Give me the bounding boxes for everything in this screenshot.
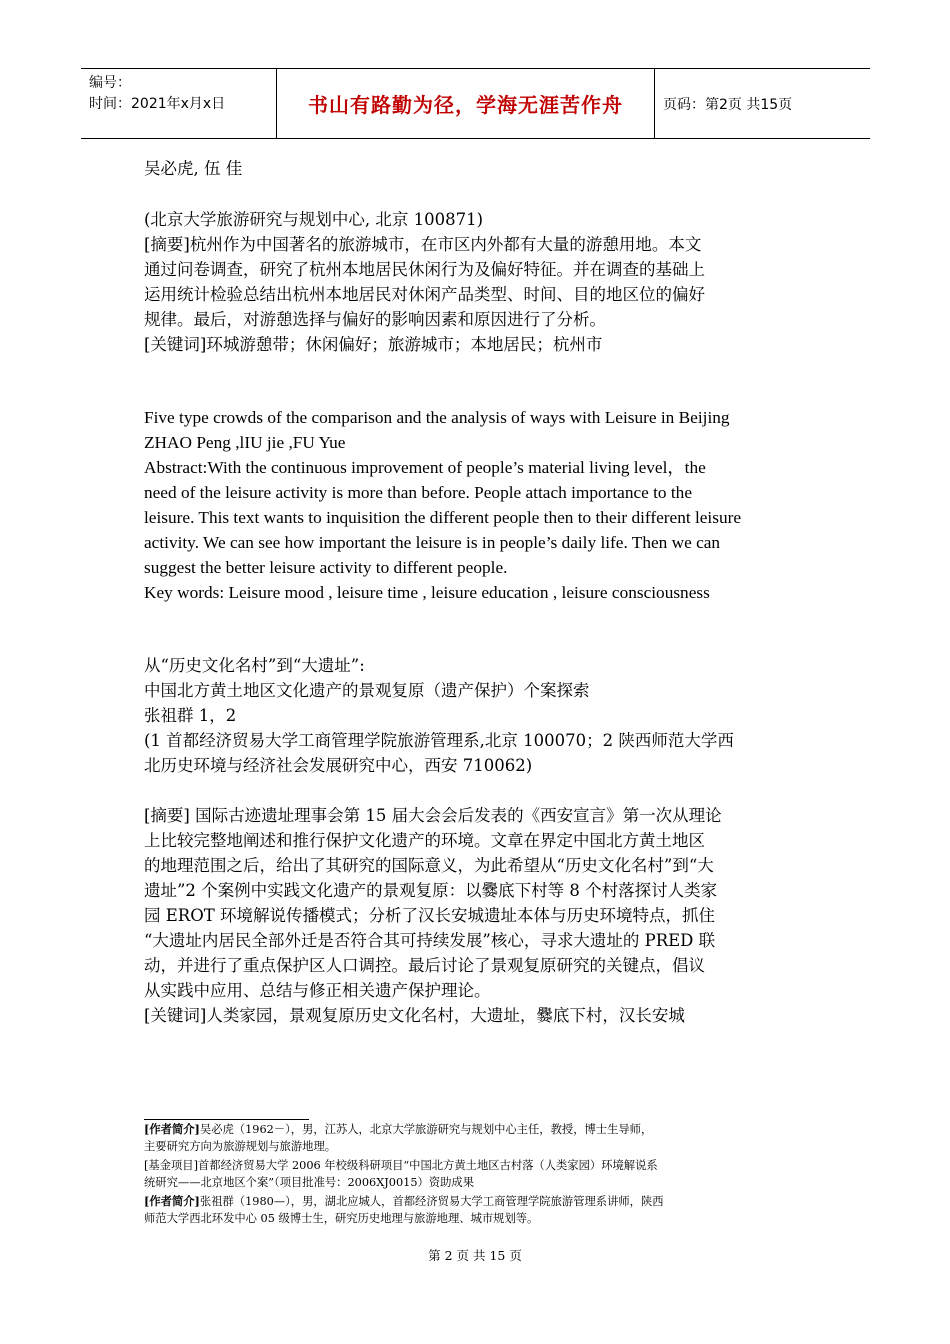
english-abstract-line: leisure. This text wants to inquisition the different people then to their different leisure — [144, 508, 742, 527]
footnote-text: 师范大学西北环发中心 05 级博士生，研究历史地理与旅游地理、城市规划等。 — [144, 1212, 539, 1225]
article2-abstract-line: 园 EROT 环境解说传播模式；分析了汉长安城遗址本体与历史环境特点，抓住 — [144, 906, 715, 925]
footnote-author2 — [144, 1193, 814, 1227]
footnote-text: [基金项目]首都经济贸易大学 2006 年校级科研项目“中国北方黄土地区古村落（人类家园）环境解说系 — [144, 1159, 658, 1172]
header-page-label: 页码：第2页 共15页 — [663, 96, 793, 113]
english-abstract-line: suggest the better leisure activity to different people. — [144, 558, 508, 577]
article1-authors: 吴必虎, 伍 佳 — [144, 159, 243, 178]
article1-abstract-line: [摘要]杭州作为中国著名的旅游城市，在市区内外都有大量的游憩用地。本文 — [144, 235, 702, 254]
time-label: 时间：2021年x月x日 — [89, 96, 226, 112]
footnote-text: 张祖群（1980—），男，湖北应城人，首都经济贸易大学工商管理学院旅游管理系讲师，陕西 — [199, 1195, 664, 1208]
article2-abstract-line: 动，并进行了重点保护区人口调控。最后讨论了景观复原研究的关键点，倡议 — [144, 956, 705, 975]
footnote-label: [作者简介] — [144, 1194, 200, 1208]
article2-abstract-line: “大遗址内居民全部外迁是否符合其可持续发展”核心，寻求大遗址的 PRED 联 — [144, 931, 716, 950]
english-abstract-line: need of the leisure activity is more than before. People attach importance to the — [144, 483, 692, 502]
header-divider — [276, 69, 277, 138]
article1-authors-block — [144, 156, 809, 181]
article2-abstract-line: 上比较完整地阐述和推行保护文化遗产的环境。文章在界定中国北方黄土地区 — [144, 831, 705, 850]
footnote-rule — [144, 1119, 309, 1120]
header-table — [81, 68, 870, 139]
footnote-text: 吴必虎（1962－），男，江苏人，北京大学旅游研究与规划中心主任，教授，博士生导师， — [199, 1123, 653, 1136]
footnote-fund — [144, 1157, 814, 1191]
footnote-text: 主要研究方向为旅游规划与旅游地理。 — [144, 1140, 337, 1153]
header-divider — [654, 69, 655, 138]
article2-keywords: [关键词]人类家园，景观复原历史文化名村，大遗址，爨底下村，汉长安城 — [144, 1006, 685, 1025]
article1-abstract-line: 规律。最后，对游憩选择与偏好的影响因素和原因进行了分析。 — [144, 310, 606, 329]
header-left-cell — [89, 73, 225, 115]
article1-abstract-line: 运用统计检验总结出杭州本地居民对休闲产品类型、时间、目的地区位的偏好 — [144, 285, 705, 304]
english-abstract — [144, 405, 809, 605]
article2-abstract-line: [摘要] 国际古迹遗址理事会第 15 届大会会后发表的《西安宣言》第一次从理论 — [144, 806, 722, 825]
article1-abstract-line: 通过问卷调查，研究了杭州本地居民休闲行为及偏好特征。并在调查的基础上 — [144, 260, 705, 279]
article2-abstract — [144, 803, 809, 1028]
article2-affiliation-line: (1 首都经济贸易大学工商管理学院旅游管理系,北京 100070；2 陕西师范大学西 — [144, 731, 734, 750]
english-title: Five type crowds of the comparison and the analysis of ways with Leisure in Beijing — [144, 408, 730, 427]
header-motto: 书山有路勤为径，学海无涯苦作舟 — [308, 93, 623, 117]
english-abstract-line: activity. We can see how important the leisure is in people’s daily life. Then we can — [144, 533, 721, 552]
article2-abstract-line: 的地理范围之后，给出了其研究的国际意义，为此希望从“历史文化名村”到“大 — [144, 856, 714, 875]
english-keywords: Key words: Leisure mood , leisure time , leisure education , leisure consciousness — [144, 583, 710, 602]
footnote-author1 — [144, 1121, 814, 1155]
article1-body — [144, 207, 809, 357]
article1-affiliation: (北京大学旅游研究与规划中心, 北京 100871) — [144, 210, 484, 229]
article1-keywords: [关键词]环城游憩带；休闲偏好；旅游城市；本地居民；杭州市 — [144, 335, 603, 354]
article2-author: 张祖群 1，2 — [144, 706, 237, 725]
english-authors: ZHAO Peng ,lIU jie ,FU Yue — [144, 433, 346, 452]
article2-title-line: 从“历史文化名村”到“大遗址”: — [144, 656, 365, 675]
article2-abstract-line: 遗址”2 个案例中实践文化遗产的景观复原：以爨底下村等 8 个村落探讨人类家 — [144, 881, 718, 900]
page-footer: 第 2 页 共 15 页 — [428, 1248, 522, 1263]
english-abstract-line: Abstract:With the continuous improvement of people’s material living level，the — [144, 458, 706, 477]
number-label: 编号： — [89, 75, 131, 91]
article2-header — [144, 653, 809, 778]
article2-abstract-line: 从实践中应用、总结与修正相关遗产保护理论。 — [144, 981, 491, 1000]
footnote-text: 统研究——北京地区个案”（项目批准号：2006XJ0015）资助成果 — [144, 1176, 475, 1189]
article2-title-line: 中国北方黄土地区文化遗产的景观复原（遗产保护）个案探索 — [144, 681, 590, 700]
footnote-label: [作者简介] — [144, 1122, 200, 1136]
article2-affiliation-line: 北历史环境与经济社会发展研究中心，西安 710062) — [144, 756, 533, 775]
